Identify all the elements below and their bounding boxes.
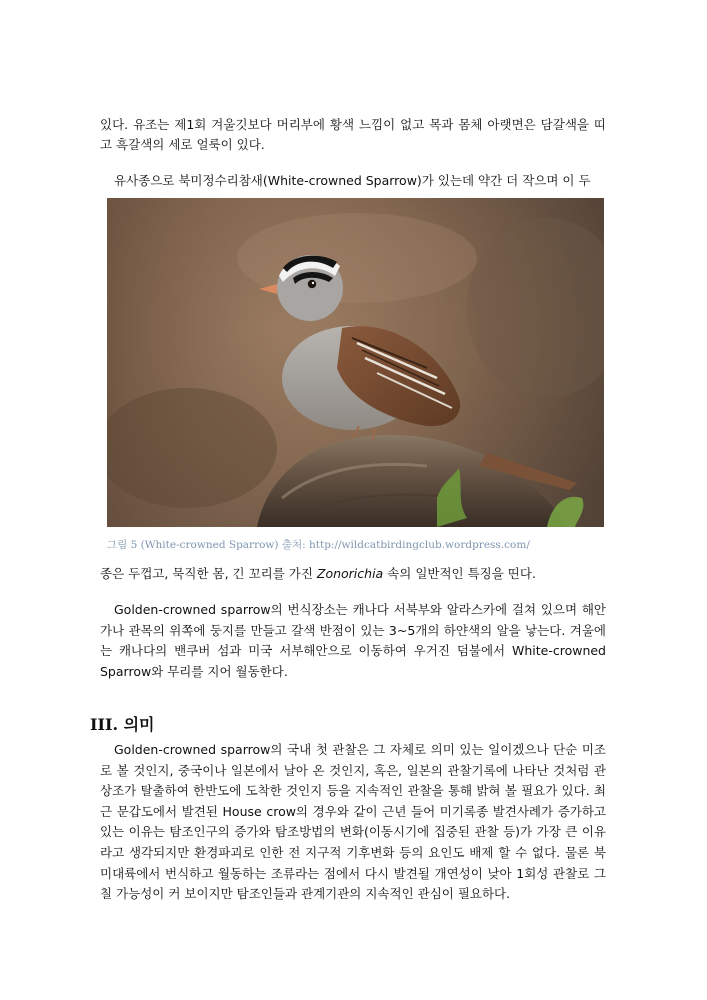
bird-photo <box>107 198 604 527</box>
paragraph-similar-species: 유사종으로 북미정수리참새(White-crowned Sparrow)가 있는데 약간 더 작으며 이 두 <box>114 173 591 188</box>
genus-name: Zonorichia <box>316 566 384 581</box>
paragraph-breeding-range: Golden-crowned sparrow의 번식장소는 캐나다 서북부와 알라스카에 걸쳐 있으며 해안가나 관목의 위쪽에 둥지를 만들고 갈색 반점이 있는 3~5개의 하얀색의 알을 낳는다. 겨울에는 캐나다의 밴쿠버 섬과 미국 서부해안으로 이동하여 우거진 덤불에서 White-crowned Sparrow와 무리를 지어 월동한다. <box>100 602 606 679</box>
paragraph-genus-traits-before: 종은 두껍고, 묵직한 몸, 긴 꼬리를 가진 <box>100 566 317 581</box>
section-heading: III. 의미 <box>90 715 155 734</box>
paragraph-genus-traits <box>100 564 606 584</box>
figure-caption: 그림 5 (White-crowned Sparrow) 출처: http://wildcatbirdingclub.wordpress.com/ <box>107 539 530 551</box>
paragraph-genus-traits-after: 속의 일반적인 특징을 띤다. <box>383 566 536 581</box>
paragraph-juvenile-description: 있다. 유조는 제1회 겨울깃보다 머리부에 황색 느낌이 없고 목과 몸체 아랫면은 담갈색을 띠고 흑갈색의 세로 얼룩이 있다. <box>100 117 606 152</box>
paragraph-significance: Golden-crowned sparrow의 국내 첫 관찰은 그 자체로 의미 있는 일이겠으나 단순 미조로 볼 것인지, 중국이나 일본에서 날아 온 것인지, 혹은, 일본의 관찰기록에 나타난 것처럼 관상조가 탈출하여 한반도에 도착한 것인지 등을 지속적인 관찰을 통해 밝혀 볼 필요가 있다. 최근 문갑도에서 발견된 House crow의 경우와 같이 근년 들어 미기록종 발견사례가 증가하고 있는 이유는 탐조인구의 증가와 탐조방법의 변화(이동시기에 집중된 관찰 등)가 가장 큰 이유라고 생각되지만 환경파괴로 인한 전 지구적 기후변화 등의 요인도 배제 할 수 없다. 물론 북미대륙에서 번식하고 월동하는 조류라는 점에서 다시 발견될 개연성이 낮아 1회성 관찰로 그칠 가능성이 커 보이지만 탐조인들과 관계기관의 지속적인 관심이 필요하다. <box>100 742 606 902</box>
